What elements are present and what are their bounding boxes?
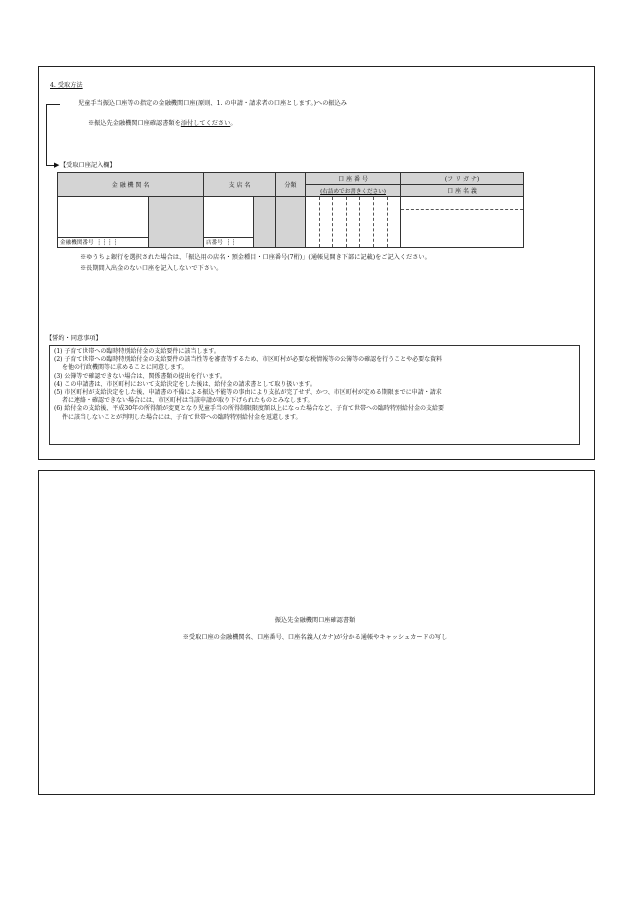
yucho-note: ※ゆうちょ銀行を選択された場合は、「振込用の店名・預金種目・口座番号(7桁)」(通帳見開き下部に記載)をご記入ください。: [80, 254, 431, 261]
pledge-item: 件に該当しないことが判明した場合には、子育て世帯への臨時特別給付金を返還します。: [62, 413, 302, 421]
pledge-item: (6) 給付金の支給後、平成30年の所得額が変更となり児童手当の所得制限限度額以上になった場合など、子育て世帯への臨時特別給付金の支給要: [54, 405, 445, 413]
account-number-note: (右詰めでお書きください): [306, 185, 401, 197]
pledge-item: (1) 子育て世帯への臨時特別給付金の支給要件に該当します。: [54, 348, 220, 355]
category-header: 分類: [276, 173, 306, 197]
bracket-top: [46, 104, 60, 105]
bank-name-field[interactable]: [58, 197, 149, 238]
holder-header: 口 座 名 義: [401, 185, 524, 197]
account-number-header: 口 座 番 号: [306, 173, 401, 185]
attachment-note: ※振込先金融機関口座確認書類を添付してください。: [88, 120, 237, 127]
pledge-item: (5) 市区町村が支給決定をした後、申請書の不備による振込不能等の事由により支払が完了せず、かつ、市区町村が定める期限までに申請・請求: [54, 389, 442, 397]
furigana-header: (フ リ ガ ナ): [401, 173, 524, 185]
account-entry-header: 【受取口座記入欄】: [60, 162, 116, 169]
attachment-box: [38, 470, 595, 795]
dormant-account-note: ※長期間入出金のない口座を記入しないで下さい。: [80, 265, 223, 272]
branch-code-cell[interactable]: 店番号 ┊┊: [204, 237, 254, 247]
account-holder-field[interactable]: [401, 197, 524, 248]
pledge-item: 者に連絡・確認できない場合には、市区町村は当該申請が取り下げられたものとみなします。: [62, 397, 314, 405]
pledge-item: (4) この申請書は、市区町村において支給決定をした後は、給付金の請求書として取り扱います。: [54, 380, 316, 388]
bank-type-cell: [149, 197, 204, 248]
bank-name-header: 金 融 機 関 名: [58, 173, 204, 197]
branch-type-cell: [254, 197, 276, 248]
category-field[interactable]: [276, 197, 306, 248]
attachment-subtitle: ※受取口座の金融機関名、口座番号、口座名義人(カナ)が分かる通帳やキャッシュカードの写し: [182, 634, 448, 641]
arrow-icon: ▶: [54, 161, 60, 169]
pledge-title: 【誓約・同意事項】: [46, 335, 102, 342]
account-table: [57, 172, 524, 248]
section-title: 4. 受取方法: [50, 82, 83, 89]
transfer-description: 児童手当振込口座等の指定の金融機関口座(原則、1. の申請・請求者の口座とします。)への振込み: [78, 100, 347, 107]
pledge-item: (2) 子育て世帯への臨時特別給付金の支給要件の該当性等を審査等するため、市区町村が必要な税情報等の公簿等の確認を行うことや必要な資料: [54, 356, 443, 364]
pledge-item: (3) 公簿等で確認できない場合は、関係書類の提出を行います。: [54, 372, 226, 380]
bracket-vertical: [46, 104, 47, 165]
attachment-title: 振込先金融機関口座確認書類: [274, 617, 356, 624]
bank-code-cell[interactable]: 金融機関番号 ┊┊┊┊: [58, 237, 149, 247]
pledge-item: を他の行政機関等に求めることに同意します。: [62, 364, 188, 372]
branch-name-field[interactable]: [204, 197, 254, 238]
furigana-field[interactable]: [401, 197, 523, 210]
account-number-field[interactable]: [306, 197, 401, 248]
pledge-box: [49, 345, 580, 445]
branch-name-header: 支 店 名: [204, 173, 276, 197]
